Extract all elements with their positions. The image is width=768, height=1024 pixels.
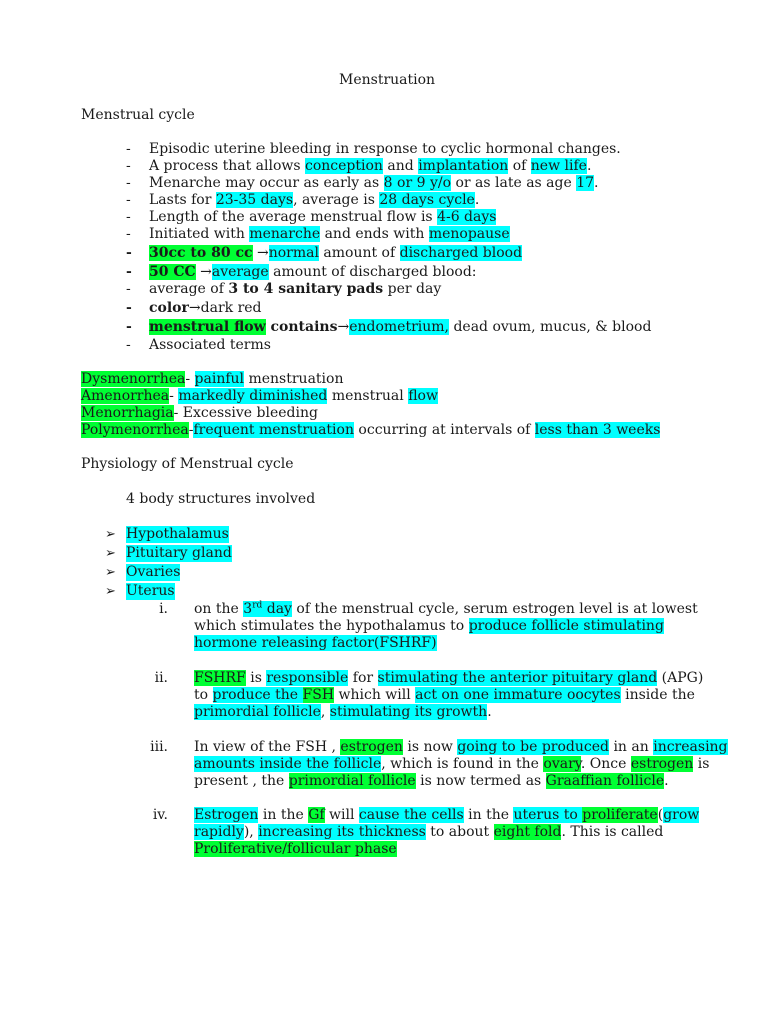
step-i-line: which stimulates the hypothalamus to produce follicle stimulating (194, 618, 664, 634)
step-iv-line: Proliferative/follicular phase (194, 841, 397, 857)
arrow-bullet-icon: ➢ (105, 527, 116, 542)
dash-bullet-icon: - (126, 281, 131, 297)
step-ii-line: to produce the FSH which will act on one immature oocytes inside the (194, 687, 695, 703)
dash-bullet-icon: - (126, 245, 132, 261)
arrow-bullet-icon: ➢ (105, 546, 116, 561)
step-ii-line: primordial follicle, stimulating its growth. (194, 704, 492, 720)
dash-bullet-icon: - (126, 337, 131, 353)
step-i-line: hormone releasing factor(FSHRF) (194, 635, 437, 651)
step-iii-line: In view of the FSH , estrogen is now going to be produced in an increasing (194, 739, 728, 755)
dash-bullet-icon: - (126, 209, 131, 225)
document-title: Menstruation (339, 72, 436, 88)
step-number: i. (159, 601, 168, 617)
step-iii-line: present , the primordial follicle is now termed as Graaffian follicle. (194, 773, 669, 789)
step-ii-line: FSHRF is responsible for stimulating the anterior pituitary gland (APG) (194, 670, 704, 686)
dash-bullet-icon: - (126, 192, 131, 208)
section-heading-physiology: Physiology of Menstrual cycle (81, 456, 294, 472)
dash-bullet-icon: - (126, 175, 131, 191)
section-heading-menstrual-cycle: Menstrual cycle (81, 107, 195, 123)
term-polymenorrhea: Polymenorrhea-frequent menstruation occurring at intervals of less than 3 weeks (81, 422, 661, 438)
dash-bullet-icon: - (126, 158, 131, 174)
arrow-bullet-icon: ➢ (105, 565, 116, 580)
dash-bullet-icon: - (126, 141, 131, 157)
dash-bullet-icon: - (126, 264, 132, 280)
step-iii-line: amounts inside the follicle, which is found in the ovary. Once estrogen is (194, 756, 710, 772)
term-menorrhagia: Menorrhagia- Excessive bleeding (81, 405, 318, 421)
step-number: iv. (152, 807, 168, 823)
dash-bullet-icon: - (126, 226, 131, 242)
step-iv-line: Estrogen in the Gf will cause the cells in the uterus to proliferate(grow (194, 807, 700, 823)
document-page: Menstruation Menstrual cycle - Episodic uterine bleeding in response to cyclic hormonal changes. - A process that allows conception and implantation of new life. - Menarche may occur as early as 8 or 9 y/o or as late as age 17. - Lasts for 23-35 days, average is 28 days cycle. - Length of the average menstrual flow is 4-6 days - Initiated with menarche and ends with menopause - 30cc to 80 cc →normal amount of discharged blood - 50 CC →average amount of discharged blood: - average of 3 to 4 sanitary pads per day - color→dark red - menstrual flow contains→endometrium, dead ovum, mucus, & blood - Associated terms Dysmenorrhea- painful menstruation Amenorrhea- markedly diminished menstrual flow Menorrhagia- Excessive bleeding Polymenorrhea-frequent menstruation occurring at intervals of less than 3 weeks Physiology of Menstrual cycle 4 body structures involved ➢ Hypothalamus ➢ Pituitary gland ➢ Ovaries ➢ Uterus i. on the 3rd day of the menstrual cycle, serum estrogen level is at lowest which stimulates the hypothalamus to produce follicle stimulating hormone releasing factor(FSHRF) ii. FSHRF is responsible for stimulating the anterior pituitary gland (APG) to produce the FSH which will act on one immature oocytes inside the primordial follicle, stimulating its growth. iii. In view of the FSH , estrogen is now going to be produced in an increasing amounts inside the follicle, which is found in the ovary. Once estrogen is present , the primordial follicle is now termed as Graaffian follicle. iv. Estrogen in the Gf will cause the cells in the uterus to proliferate(grow rapidly), increasing its thickness to about eight fold. This is called Proliferative/follicular phase (81, 72, 728, 857)
term-amenorrhea: Amenorrhea- markedly diminished menstrual flow (81, 388, 438, 404)
structures-intro: 4 body structures involved (126, 491, 316, 507)
arrow-bullet-icon: ➢ (105, 584, 116, 599)
step-number: ii. (154, 670, 168, 686)
step-number: iii. (150, 739, 168, 755)
step-iv-line: rapidly), increasing its thickness to about eight fold. This is called (194, 824, 664, 840)
dash-bullet-icon: - (126, 300, 132, 316)
step-i-line: on the 3rd day of the menstrual cycle, serum estrogen level is at lowest (194, 600, 698, 617)
term-dysmenorrhea: Dysmenorrhea- painful menstruation (81, 371, 344, 387)
dash-bullet-icon: - (126, 319, 132, 335)
